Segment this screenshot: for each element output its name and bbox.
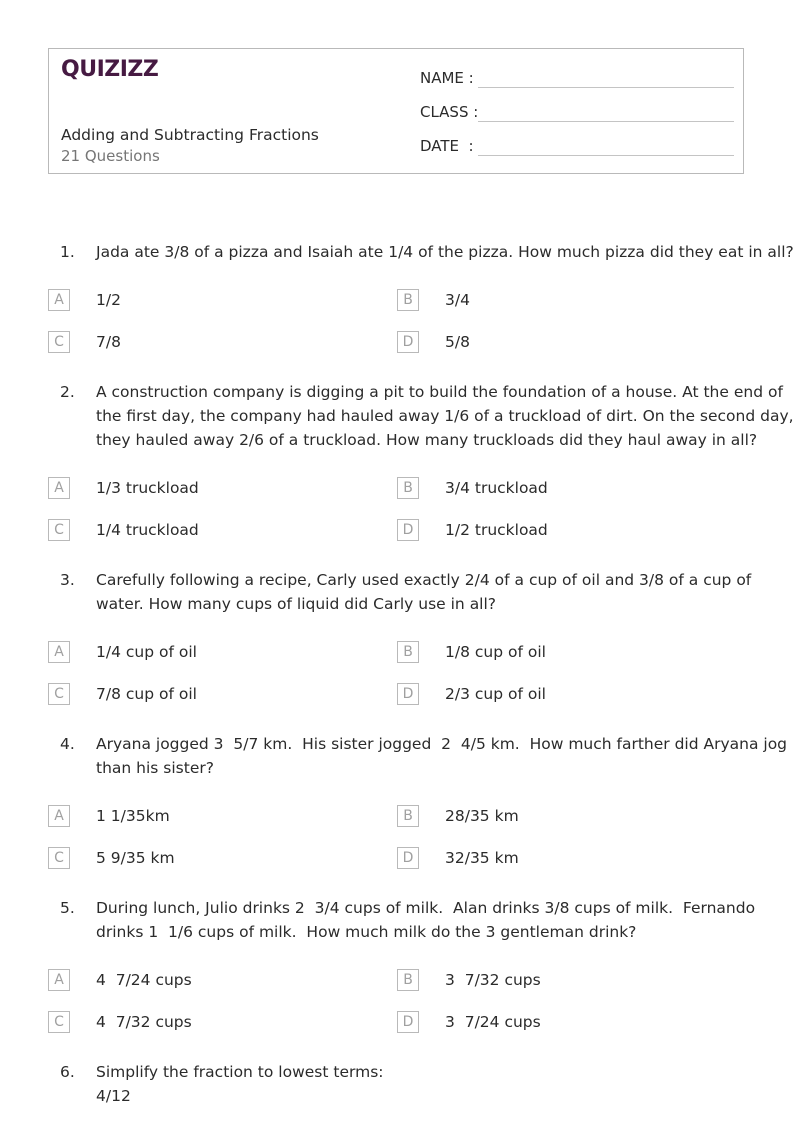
option-text: 3/4 truckload xyxy=(445,479,548,497)
date-line[interactable] xyxy=(478,155,734,156)
question-line: water. How many cups of liquid did Carly use in all? xyxy=(96,595,497,613)
question-count: 21 Questions xyxy=(61,147,160,165)
name-line[interactable] xyxy=(478,87,734,88)
question-text xyxy=(96,1060,750,1108)
name-field[interactable] xyxy=(420,65,734,91)
question-text xyxy=(96,380,794,452)
option-text: 28/35 km xyxy=(445,807,519,825)
option-text: 1/2 xyxy=(96,291,121,309)
question-number: 6. xyxy=(60,1063,75,1081)
question-line: drinks 1 1/6 cups of milk. How much milk do the 3 gentleman drink? xyxy=(96,923,637,941)
option-letter-box: D xyxy=(397,847,419,869)
date-label: DATE : xyxy=(420,137,474,155)
worksheet-header xyxy=(48,48,744,174)
option-text: 3 7/32 cups xyxy=(445,971,541,989)
option-letter-box: A xyxy=(48,969,70,991)
question-line: they hauled away 2/6 of a truckload. How many truckloads did they haul away in all? xyxy=(96,431,758,449)
option-letter-box: A xyxy=(48,289,70,311)
option-letter-box: D xyxy=(397,683,419,705)
option-text: 5/8 xyxy=(445,333,470,351)
question-line: During lunch, Julio drinks 2 3/4 cups of milk. Alan drinks 3/8 cups of milk. Fernando xyxy=(96,899,756,917)
question-text xyxy=(96,240,794,264)
option-text: 4 7/24 cups xyxy=(96,971,192,989)
option-letter-box: B xyxy=(397,477,419,499)
question-number: 1. xyxy=(60,243,75,261)
question-line: 4/12 xyxy=(96,1087,131,1105)
option-letter-box: B xyxy=(397,805,419,827)
question-line: the first day, the company had hauled away 1/6 of a truckload of dirt. On the second day, xyxy=(96,407,794,425)
question-number: 5. xyxy=(60,899,75,917)
option-text: 5 9/35 km xyxy=(96,849,175,867)
option-text: 1/8 cup of oil xyxy=(445,643,546,661)
option-letter-box: B xyxy=(397,289,419,311)
option-letter-box: D xyxy=(397,331,419,353)
option-text: 1/4 cup of oil xyxy=(96,643,197,661)
question-text xyxy=(96,896,756,944)
question-line: Aryana jogged 3 5/7 km. His sister jogged 2 4/5 km. How much farther did Aryana jog xyxy=(96,735,788,753)
option-letter-box: C xyxy=(48,519,70,541)
option-text: 7/8 cup of oil xyxy=(96,685,197,703)
option-text: 1 1/35km xyxy=(96,807,170,825)
question-number: 4. xyxy=(60,735,75,753)
option-letter-box: B xyxy=(397,969,419,991)
question-line: Carefully following a recipe, Carly used exactly 2/4 of a cup of oil and 3/8 of a cup of xyxy=(96,571,752,589)
option-letter-box: A xyxy=(48,805,70,827)
question-text xyxy=(96,568,750,616)
option-letter-box: C xyxy=(48,847,70,869)
option-letter-box: D xyxy=(397,519,419,541)
question-text xyxy=(96,732,788,780)
question-line: Jada ate 3/8 of a pizza and Isaiah ate 1/4 of the pizza. How much pizza did they eat in all? xyxy=(96,243,794,261)
question-line: Simplify the fraction to lowest terms: xyxy=(96,1063,384,1081)
question-line: A construction company is digging a pit to build the foundation of a house. At the end of xyxy=(96,383,783,401)
option-letter-box: A xyxy=(48,641,70,663)
class-field[interactable] xyxy=(420,99,734,125)
option-text: 3/4 xyxy=(445,291,470,309)
option-letter-box: C xyxy=(48,683,70,705)
date-field[interactable] xyxy=(420,133,734,159)
question-line: than his sister? xyxy=(96,759,214,777)
option-text: 1/3 truckload xyxy=(96,479,199,497)
question-number: 3. xyxy=(60,571,75,589)
class-line[interactable] xyxy=(478,121,734,122)
option-text: 4 7/32 cups xyxy=(96,1013,192,1031)
option-letter-box: B xyxy=(397,641,419,663)
option-letter-box: C xyxy=(48,331,70,353)
option-text: 1/2 truckload xyxy=(445,521,548,539)
option-letter-box: A xyxy=(48,477,70,499)
option-text: 3 7/24 cups xyxy=(445,1013,541,1031)
option-text: 7/8 xyxy=(96,333,121,351)
option-letter-box: C xyxy=(48,1011,70,1033)
option-letter-box: D xyxy=(397,1011,419,1033)
class-label: CLASS : xyxy=(420,103,479,121)
option-text: 1/4 truckload xyxy=(96,521,199,539)
question-number: 2. xyxy=(60,383,75,401)
worksheet-title: Adding and Subtracting Fractions xyxy=(61,126,319,144)
option-text: 2/3 cup of oil xyxy=(445,685,546,703)
name-label: NAME : xyxy=(420,69,474,87)
quizizz-logo: QUIZIZZ xyxy=(61,57,159,82)
option-text: 32/35 km xyxy=(445,849,519,867)
